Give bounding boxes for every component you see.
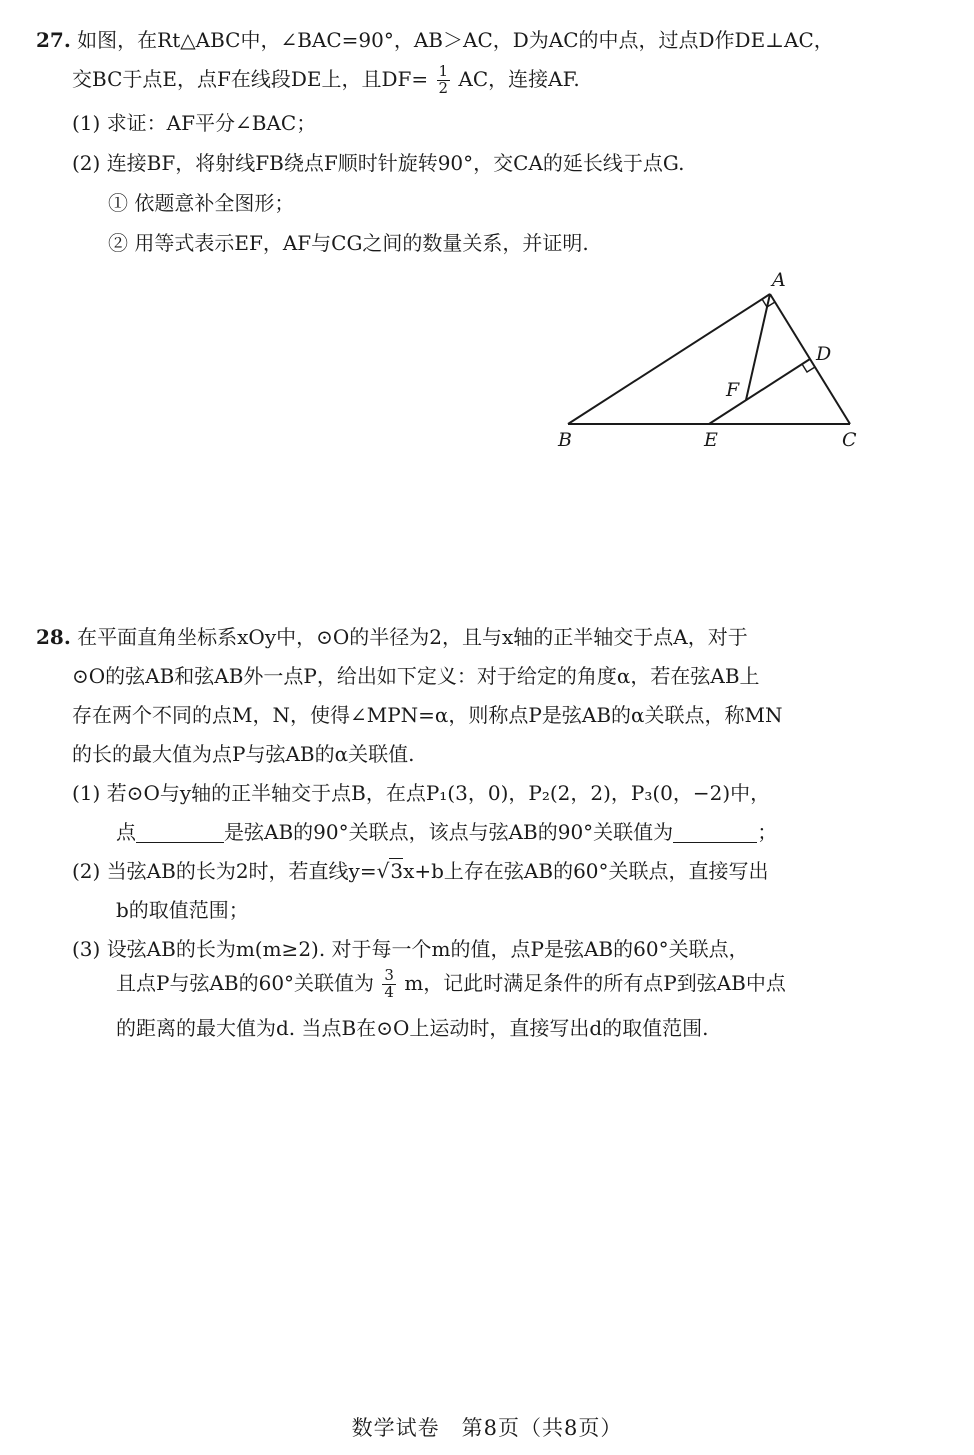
q28-frac-num: 3 (384, 966, 394, 984)
answer-blank-value[interactable] (673, 822, 757, 843)
q27-fraction (437, 64, 451, 97)
label-f: F (726, 379, 740, 401)
q27-frac-den: 2 (438, 78, 449, 97)
q27-stem-1: 如图，在Rt△ABC中，∠BAC=90°，AB＞AC，D为AC的中点，过点D作DE⊥AC， (77, 28, 834, 52)
q28-p2-text-b: x+b上存在弦AB的60°关联点，直接写出 (403, 859, 769, 883)
q28-frac-den: 4 (384, 982, 394, 1001)
q28-part2-line2: b的取值范围； (116, 898, 249, 922)
segment-af (746, 294, 770, 400)
triangle-figure (540, 266, 880, 456)
q28-part3-line2 (116, 968, 786, 1001)
label-e: E (704, 429, 718, 451)
q27-part1: (1) 求证：AF平分∠BAC； (72, 111, 317, 135)
q28-line1 (36, 627, 748, 647)
q27-sub2: ② 用等式表示EF，AF与CG之间的数量关系，并证明. (108, 231, 589, 255)
q27-sub1: ① 依题意补全图形； (108, 191, 295, 215)
sqrt-radicand: 3 (390, 859, 404, 883)
q28-stem-1: 在平面直角坐标系xOy中，⊙O的半径为2，且与x轴的正半轴交于点A，对于 (77, 625, 748, 649)
q27-part2: (2) 连接BF，将射线FB绕点F顺时针旋转90°，交CA的延长线于点G. (72, 151, 685, 175)
q28-line4: 的长的最大值为点P与弦AB的α关联值. (72, 742, 415, 766)
answer-blank-point[interactable] (136, 822, 224, 843)
label-c: C (842, 429, 857, 451)
q28-line3: 存在两个不同的点M，N，使得∠MPN=α，则称点P是弦AB的α关联点，称MN (72, 703, 783, 727)
q28-p3-text-a: 且点P与弦AB的60°关联值为 (116, 970, 375, 995)
q27-number: 27. (36, 28, 71, 52)
q28-part1-line2 (116, 822, 777, 843)
q28-line2: ⊙O的弦AB和弦AB外一点P，给出如下定义：对于给定的角度α，若在弦AB上 (72, 664, 760, 688)
label-b: B (558, 429, 572, 451)
q28-p1-text-b: 是弦AB的90°关联点，该点与弦AB的90°关联值为 (224, 820, 674, 844)
q28-part2-line1 (72, 861, 769, 881)
q27-frac-num: 1 (438, 62, 449, 80)
q28-p3-text-b: m，记此时满足条件的所有点P到弦AB中点 (404, 970, 786, 995)
segment-de (709, 359, 810, 424)
q27-line2 (72, 64, 580, 97)
q28-number: 28. (36, 625, 71, 649)
q28-p1-text-a: 点 (116, 820, 136, 844)
q27-line1 (36, 30, 834, 50)
q28-part1-line1: (1) 若⊙O与y轴的正半轴交于点B，在点P₁(3，0)，P₂(2，2)，P₃(0，−2)中， (72, 781, 771, 805)
q28-part3-line3: 的距离的最大值为d. 当点B在⊙O上运动时，直接写出d的取值范围. (116, 1016, 709, 1040)
q28-part3-line1: (3) 设弦AB的长为m(m≥2). 对于每一个m的值，点P是弦AB的60°关联点， (72, 937, 749, 961)
q27-stem-2b: AC，连接AF. (458, 66, 580, 91)
label-a: A (772, 269, 786, 291)
label-d: D (816, 343, 832, 365)
page-footer: 数学试卷 第8页（共8页） (351, 1416, 623, 1440)
sqrt-sign: √ (376, 859, 390, 883)
q27-stem-2a: 交BC于点E，点F在线段DE上，且DF= (72, 66, 429, 91)
q28-p1-text-c: ； (757, 820, 778, 844)
q28-p2-text-a: (2) 当弦AB的长为2时，若直线y= (72, 859, 377, 883)
q28-fraction (382, 968, 396, 1001)
